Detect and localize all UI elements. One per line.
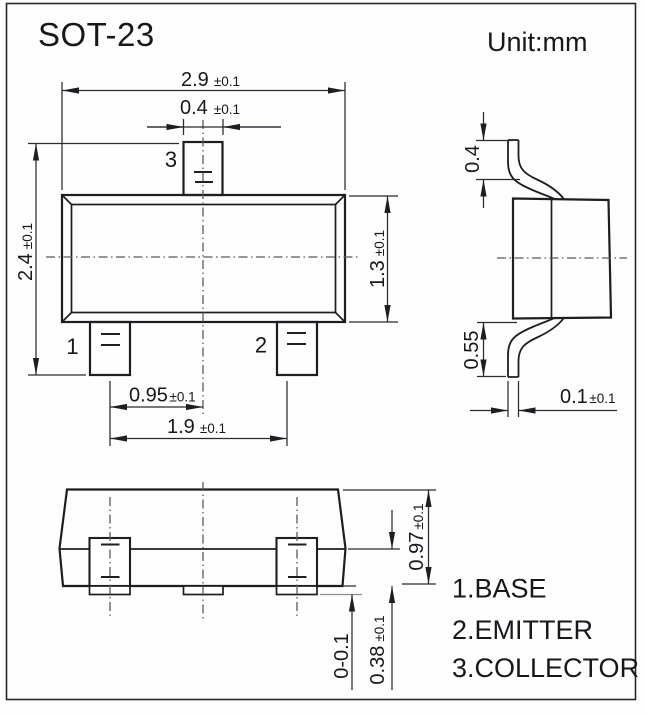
dim-pin-width	[147, 97, 281, 135]
dim-tolerance: ±0.1	[169, 389, 196, 405]
bottom-lead	[508, 318, 564, 378]
pin-1-label: 1	[66, 334, 79, 359]
dim-label	[367, 230, 389, 288]
dim-value: 0.95	[129, 384, 168, 407]
pin-2-label: 2	[254, 332, 268, 358]
legend-item-base: 1.BASE	[452, 573, 547, 604]
dim-tolerance: ±0.1	[20, 223, 35, 250]
extension-lines	[28, 144, 179, 376]
dim-lead-thickness	[470, 381, 617, 417]
centerlines	[46, 120, 360, 415]
dim-value: 2.9	[181, 69, 209, 91]
dim-label: 0.55	[461, 330, 483, 370]
dim-value: 0.97	[406, 531, 428, 571]
front-view	[15, 69, 398, 446]
dim-standoff	[320, 595, 362, 691]
dim-tolerance: ±0.1	[213, 102, 240, 117]
dim-value: 0.38	[367, 645, 389, 685]
dim-label: 0.4	[462, 145, 484, 173]
pin-legend	[452, 574, 639, 684]
dim-pad-length	[348, 510, 400, 690]
dim-label	[180, 97, 240, 119]
dim-tolerance: ±0.1	[372, 230, 387, 257]
dim-label	[15, 223, 37, 281]
extension-lines	[508, 381, 519, 417]
dim-value: 1.9	[167, 416, 195, 438]
dim-tolerance: ±0.1	[411, 503, 426, 530]
dim-label	[129, 385, 196, 407]
dim-value: 0.4	[180, 97, 208, 119]
dim-body-height	[349, 196, 398, 322]
dim-label	[560, 386, 616, 408]
pin-3-label: 3	[164, 147, 178, 172]
dim-overall-height	[15, 144, 179, 376]
bottom-view	[60, 482, 437, 690]
dim-tolerance: ±0.1	[372, 615, 387, 642]
dim-lead-top	[462, 112, 520, 208]
dim-label	[406, 503, 428, 570]
unit-label: Unit:mm	[487, 27, 588, 57]
dim-value: 2.4	[15, 253, 37, 281]
pin-2	[277, 322, 317, 375]
extension-lines	[349, 196, 398, 322]
dim-tolerance: ±0.1	[589, 391, 616, 406]
top-lead	[508, 140, 564, 200]
dim-tolerance: ±0.1	[213, 74, 240, 89]
dim-value: 1.3	[367, 260, 389, 288]
page-title: SOT-23	[38, 16, 155, 53]
centerlines	[110, 482, 297, 620]
dim-label	[367, 615, 389, 684]
dim-pin-pitch	[110, 385, 203, 408]
pin-1	[90, 322, 130, 375]
dim-value: 0.1	[560, 386, 588, 408]
dim-tolerance: ±0.1	[199, 421, 226, 436]
dim-label: 0-0.1	[331, 633, 353, 679]
dim-label	[181, 69, 240, 91]
legend-item-emitter: 2.EMITTER	[452, 615, 594, 645]
legend-item-collector: 3.COLLECTOR	[452, 653, 640, 683]
dim-label	[167, 416, 226, 438]
dim-body-height	[343, 490, 436, 584]
side-view	[461, 112, 627, 417]
